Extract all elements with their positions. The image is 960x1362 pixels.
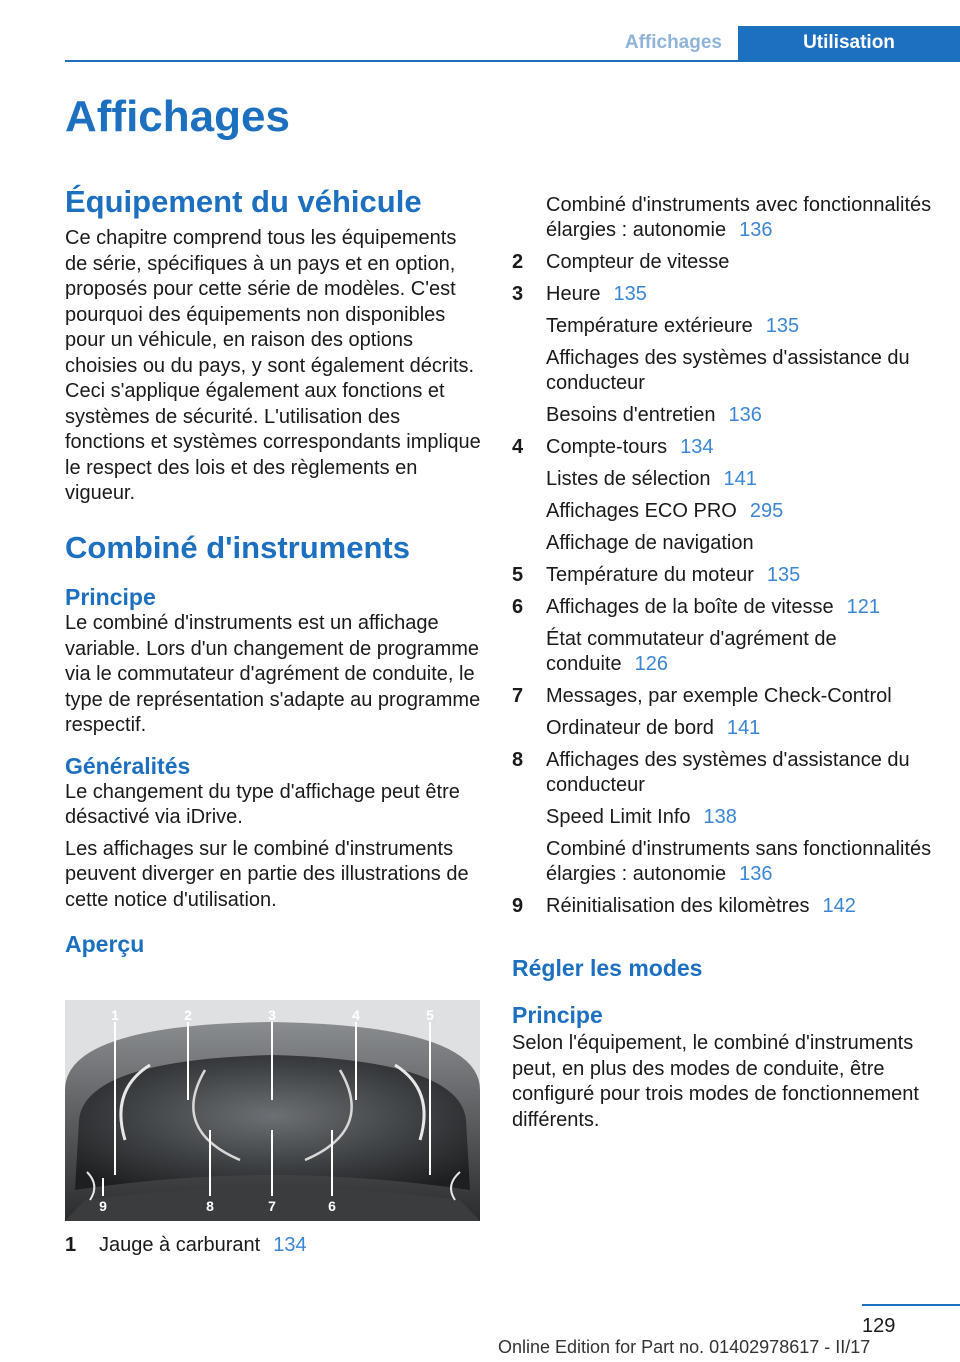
instruments-section — [65, 530, 483, 958]
item-number: 9 — [512, 895, 524, 917]
item-text — [99, 1233, 483, 1258]
item-text — [546, 282, 932, 307]
page-number: 129 — [862, 1315, 896, 1337]
item-text — [546, 837, 932, 887]
item-text — [546, 894, 932, 919]
modes-principle-heading: Principe — [512, 1002, 603, 1028]
list-item — [512, 627, 932, 677]
item-text — [546, 748, 932, 798]
header-rule — [65, 60, 960, 62]
page-reference-link[interactable]: 136 — [739, 219, 773, 241]
list-item — [512, 805, 932, 830]
figure-label-7: 7 — [268, 1198, 276, 1214]
modes-heading: Régler les modes — [512, 955, 703, 981]
figure-label-8: 8 — [206, 1198, 214, 1214]
item-number — [512, 403, 546, 428]
item-label: Température extérieure — [546, 315, 753, 337]
item-label: Affichages des systèmes d'assistance du conducteur — [546, 749, 910, 796]
list-item — [512, 531, 932, 556]
item-number: 7 — [512, 685, 524, 707]
page-reference-link[interactable]: 295 — [749, 500, 784, 522]
page-reference-link[interactable]: 138 — [703, 806, 737, 828]
list-item — [512, 282, 932, 307]
item-number — [512, 716, 546, 741]
page-reference-link[interactable]: 136 — [728, 404, 762, 426]
page-reference-link[interactable]: 126 — [634, 653, 668, 675]
item-number — [512, 193, 546, 243]
modes-text: Selon l'équipement, le combiné d'instruments peut, en plus des modes de conduite, être configuré pour trois modes de fonctionnement différents. — [512, 1032, 919, 1131]
list-item — [512, 595, 932, 620]
page-reference-link[interactable]: 134 — [273, 1234, 307, 1256]
item-label: Compte-tours — [546, 436, 668, 458]
item-label: Température du moteur — [546, 564, 754, 586]
item-text — [546, 346, 932, 396]
item-label: Listes de sélection — [546, 468, 711, 490]
page-reference-link[interactable]: 135 — [766, 564, 801, 586]
edition-note: Online Edition for Part no. 01402978617 - II/17 — [498, 1337, 871, 1357]
list-item — [512, 346, 932, 396]
figure-label-1: 1 — [111, 1007, 119, 1023]
item-label: Compteur de vitesse — [546, 251, 730, 273]
item-label: Ordinateur de bord — [546, 717, 714, 739]
general-text-2: Les affichages sur le combiné d'instruments peuvent diverger en partie des illustrations de cette notice d'utilisation. — [65, 837, 469, 911]
equipment-section — [65, 184, 483, 507]
list-item — [512, 684, 932, 709]
item-text — [546, 499, 932, 524]
item-number — [512, 346, 546, 396]
item-label: Heure — [546, 283, 601, 305]
principle-heading: Principe — [65, 584, 156, 610]
general-text-1: Le changement du type d'affichage peut être désactivé via iDrive. — [65, 780, 460, 828]
list-item — [512, 314, 932, 339]
item-label: Affichage de navigation — [546, 532, 754, 554]
item-label: Réinitialisation des kilomètres — [546, 895, 810, 917]
tab-section[interactable]: Affichages — [624, 32, 722, 53]
item-label: Affichages des systèmes d'assistance du conducteur — [546, 347, 910, 394]
item-number: 2 — [512, 251, 524, 273]
page-reference-link[interactable]: 141 — [726, 717, 761, 739]
item-text — [546, 467, 932, 492]
figure-label-2: 2 — [184, 1007, 192, 1023]
item-label: Jauge à carburant — [99, 1234, 261, 1256]
page-reference-link[interactable]: 142 — [822, 895, 856, 917]
item-number: 6 — [512, 596, 524, 618]
item-label: Messages, par exemple Check-Control — [546, 685, 892, 707]
item-number — [512, 837, 546, 887]
item-text — [546, 805, 932, 830]
item-label: État commutateur d'agrément de conduite — [546, 628, 837, 675]
overview-list — [512, 193, 932, 926]
item-text — [546, 716, 932, 741]
list-item — [512, 499, 932, 524]
footer-rule — [862, 1304, 960, 1306]
general-heading: Généralités — [65, 752, 191, 779]
list-item — [512, 250, 932, 275]
header-tabs — [609, 26, 960, 60]
figure-label-9: 9 — [99, 1198, 107, 1214]
list-item — [512, 748, 932, 798]
item-text — [546, 193, 932, 243]
item-number — [512, 314, 546, 339]
item-number: 5 — [512, 564, 524, 586]
figure-label-4: 4 — [352, 1007, 360, 1023]
page-reference-link[interactable]: 135 — [765, 315, 800, 337]
page-reference-link[interactable]: 135 — [613, 283, 647, 305]
list-item — [512, 716, 932, 741]
item-text — [546, 435, 932, 460]
list-item — [512, 435, 932, 460]
item-text — [546, 314, 932, 339]
item-number — [512, 467, 546, 492]
item-text — [546, 403, 932, 428]
item-number: 4 — [512, 436, 524, 458]
item-label: Affichages de la boîte de vitesse — [546, 596, 834, 618]
overview-heading: Aperçu — [65, 931, 145, 957]
figure-label-5: 5 — [426, 1007, 434, 1023]
item-text — [546, 627, 932, 677]
item-number — [512, 805, 546, 830]
page-reference-link[interactable]: 136 — [739, 863, 773, 885]
list-item — [512, 467, 932, 492]
page-title: Affichages — [65, 92, 290, 141]
list-item — [65, 1233, 483, 1258]
page-reference-link[interactable]: 121 — [846, 596, 880, 618]
item-number: 8 — [512, 749, 524, 771]
list-item — [512, 403, 932, 428]
item-label: Affichages ECO PRO — [546, 500, 737, 522]
item-number: 3 — [512, 283, 524, 305]
instruments-heading: Combiné d'instruments — [65, 530, 410, 565]
item-number — [512, 627, 546, 677]
item-text — [546, 595, 932, 620]
item-text — [546, 563, 932, 588]
instrument-cluster-figure — [65, 1000, 480, 1221]
item-text — [546, 684, 932, 709]
list-item — [512, 894, 932, 919]
item-label: Besoins d'entretien — [546, 404, 716, 426]
list-item — [512, 563, 932, 588]
item-label: Combiné d'instruments avec fonctionnalités élargies : autonomie — [546, 194, 932, 241]
modes-section — [512, 955, 932, 1133]
item-label: Combiné d'instruments sans fonctionnalités élargies : autonomie — [546, 838, 932, 885]
page-reference-link[interactable]: 134 — [680, 436, 714, 458]
item-text — [546, 250, 932, 275]
item-text — [546, 531, 932, 556]
page-reference-link[interactable]: 141 — [723, 468, 757, 490]
tab-chapter[interactable]: Utilisation — [738, 26, 960, 60]
item-number — [512, 499, 546, 524]
equipment-text: Ce chapitre comprend tous les équipements de série, spécifiques à un pays et en option, proposés pour cette série de modèles. C'est pourquoi des équipements non disponibles pour un véhicule, en raison des options choisies ou du pays, y sont également décrits. Ceci s'applique également aux fonctions et systèmes de sécurité. L'utilisation des fonctions et systèmes correspondants implique le respect des lois et des règlements en vigueur. — [65, 227, 481, 504]
principle-text: Le combiné d'instruments est un affichage variable. Lors d'un changement de programme via le commutateur d'agrément de conduite, le type de représentation s'adapte au programme respectif. — [65, 612, 481, 736]
item-number — [512, 531, 546, 556]
list-item — [512, 193, 932, 243]
figure-label-6: 6 — [328, 1198, 336, 1214]
item-label: Speed Limit Info — [546, 806, 691, 828]
figure-label-3: 3 — [268, 1007, 276, 1023]
equipment-heading: Équipement du véhicule — [65, 184, 422, 219]
item-number: 1 — [65, 1234, 77, 1256]
list-item — [512, 837, 932, 887]
